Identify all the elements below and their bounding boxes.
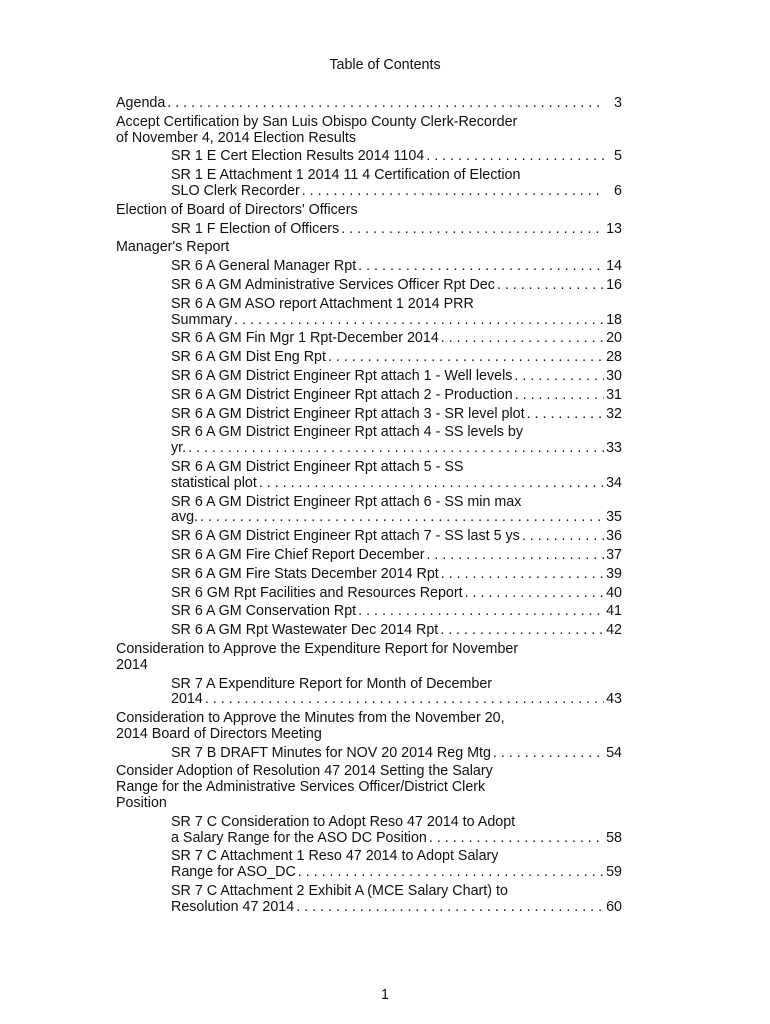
toc-item-entry[interactable] [171,495,622,527]
toc-entry-text: SLO Clerk Recorder [171,182,300,199]
toc-entry-text: Agenda [116,95,166,111]
toc-page-number: 34 [606,474,622,491]
toc-page-number: 43 [606,691,622,708]
toc-item-entry[interactable] [171,222,622,238]
toc-section-entry[interactable] [116,203,622,219]
toc-item-entry[interactable] [171,548,622,564]
toc-item-entry[interactable] [171,149,622,165]
toc-entry-text: SR 6 GM Rpt Facilities and Resources Report [171,584,463,601]
toc-item-entry[interactable] [171,604,622,620]
toc-entry-text: SR 6 A GM District Engineer Rpt attach 7 - SS last 5 ys [171,528,520,545]
toc-entry-text: SR 7 C Attachment 1 Reso 47 2014 to Adopt Salary [171,848,499,865]
toc-item-entry[interactable] [171,586,622,602]
dot-leader [328,350,604,366]
toc-page-number: 18 [606,311,622,328]
toc-page-number: 32 [606,405,622,422]
toc-entry-text: SR 6 A GM Conservation Rpt [171,603,357,620]
toc-item-entry[interactable] [171,331,622,347]
toc-item-entry[interactable] [171,849,622,881]
toc-page-number: 16 [606,276,622,293]
toc-item-entry[interactable] [171,407,622,423]
toc-page-number: 13 [606,220,622,237]
toc-page-number: 37 [606,546,622,563]
toc-entry-text: 2014 [171,691,203,708]
toc-entry-text: Manager's Report [116,239,230,256]
toc-page-number: 20 [606,330,622,347]
toc-page-number: 41 [606,603,622,620]
toc-entry-text: Range for the Administrative Services Officer/District Clerk [116,779,486,796]
dot-leader [441,331,604,347]
dot-leader [493,746,604,762]
dot-leader [426,548,604,564]
toc-section-entry[interactable] [116,764,622,811]
toc-entry-text: SR 1 E Cert Election Results 2014 1104 [171,148,425,165]
toc-item-entry[interactable] [171,350,622,366]
toc-entry-text: Consider Adoption of Resolution 47 2014 Setting the Salary [116,763,493,780]
dot-leader [205,692,604,708]
dot-leader [296,900,604,916]
toc-entry-text: a Salary Range for the ASO DC Position [171,829,427,846]
toc-entry-text: Accept Certification by San Luis Obispo County Clerk-Recorder [116,113,518,130]
dot-leader [497,278,604,294]
dot-leader [515,388,604,404]
toc-item-entry[interactable] [171,460,622,492]
dot-leader [234,313,604,329]
toc-entry-text: Consideration to Approve the Minutes from the November 20, [116,710,505,727]
dot-leader [429,831,604,847]
toc-section-entry[interactable] [116,115,622,147]
toc-item-entry[interactable] [171,623,622,639]
toc-entry-text: Consideration to Approve the Expenditure Report for November [116,640,519,657]
toc-entry-text: yr. [171,440,187,457]
toc-page-number: 30 [606,367,622,384]
toc-entry-text: SR 1 E Attachment 1 2014 11 4 Certification of Election [171,167,521,184]
toc-entry-text: Election of Board of Directors' Officers [116,201,358,218]
toc-entry-text: SR 7 C Attachment 2 Exhibit A (MCE Salary Chart) to [171,883,508,900]
dot-leader [465,586,604,602]
dot-leader [200,510,604,526]
toc-entry-text: Position [116,795,167,812]
toc-item-entry[interactable] [171,529,622,545]
toc-page-number: 54 [606,744,622,761]
toc-item-entry[interactable] [171,259,622,275]
toc-page-number: 3 [614,95,622,111]
toc-item-entry[interactable] [171,369,622,385]
toc-entry-text: SR 6 A GM District Engineer Rpt attach 3 - SR level plot [171,405,525,422]
page-title: Table of Contents [329,57,441,73]
toc-entry-text: SR 7 B DRAFT Minutes for NOV 20 2014 Reg Mtg [171,744,491,761]
toc-page-number: 35 [606,509,622,526]
toc-entry-text: avg. [171,509,199,526]
dot-leader [259,476,604,492]
toc-entry-text: SR 6 A GM Rpt Wastewater Dec 2014 Rpt [171,622,439,639]
toc-page-number: 33 [606,440,622,457]
toc-section-entry[interactable] [116,96,622,112]
toc-item-entry[interactable] [171,815,622,847]
dot-leader [358,604,604,620]
toc-entry-text: SR 6 A GM ASO report Attachment 1 2014 PRR [171,295,474,312]
dot-leader [514,369,604,385]
dot-leader [167,96,604,112]
toc-page-number: 6 [614,182,622,199]
toc-entry-text: of November 4, 2014 Election Results [116,129,356,146]
dot-leader [302,184,604,200]
toc-page-number: 5 [614,148,622,165]
toc-entry-text: SR 6 A GM Dist Eng Rpt [171,349,326,366]
toc-page-number: 31 [606,386,622,403]
toc-item-entry[interactable] [171,884,622,916]
toc-item-entry[interactable] [171,567,622,583]
toc-entry-text: Range for ASO_DC [171,864,296,881]
toc-entry-text: SR 6 A GM District Engineer Rpt attach 6 - SS min max [171,493,522,510]
toc-entry-text: SR 6 A GM Fire Stats December 2014 Rpt [171,565,439,582]
toc-item-entry[interactable] [171,388,622,404]
toc-item-entry[interactable] [171,746,622,762]
dot-leader [188,441,604,457]
toc-entry-text: SR 6 A GM District Engineer Rpt attach 4 - SS levels by [171,424,524,441]
toc-entry-text: Resolution 47 2014 [171,898,295,915]
toc-page-number: 59 [606,864,622,881]
toc-entry-text: SR 6 A GM Administrative Services Officer Rpt Dec [171,276,495,293]
toc-section-entry[interactable] [116,240,622,256]
toc-page-number: 58 [606,829,622,846]
toc-entry-text: SR 7 C Consideration to Adopt Reso 47 2014 to Adopt [171,813,516,830]
dot-leader [441,567,604,583]
dot-leader [426,149,604,165]
toc-entry-text: SR 1 F Election of Officers [171,220,340,237]
dot-leader [298,865,604,881]
toc-item-entry[interactable] [171,425,622,457]
toc-entry-text: Summary [171,311,233,328]
toc-entry-text: SR 7 A Expenditure Report for Month of December [171,675,493,692]
toc-page-number: 42 [606,622,622,639]
dot-leader [358,259,604,275]
dot-leader [522,529,604,545]
toc-entry-text: 2014 Board of Directors Meeting [116,725,322,742]
toc-section-entry[interactable] [116,711,622,743]
toc-item-entry[interactable] [171,297,622,329]
toc-entry-text: SR 6 A GM Fire Chief Report December [171,546,425,563]
page-number: 1 [381,987,389,1003]
toc-entry-text: SR 6 A GM District Engineer Rpt attach 1 - Well levels [171,367,513,384]
toc-entry-text: 2014 [116,656,148,673]
toc-page-number: 28 [606,349,622,366]
dot-leader [341,222,604,238]
toc-page-number: 60 [606,898,622,915]
toc-entry-text: statistical plot [171,474,257,491]
toc-page-number: 40 [606,584,622,601]
toc-entry-text: SR 6 A GM District Engineer Rpt attach 2 - Production [171,386,513,403]
toc-section-entry[interactable] [116,642,622,674]
toc-item-entry[interactable] [171,677,622,709]
toc-item-entry[interactable] [171,168,622,200]
dot-leader [440,623,604,639]
dot-leader [527,407,604,423]
toc-entry-text: SR 6 A GM Fin Mgr 1 Rpt-December 2014 [171,330,439,347]
toc-page-number: 39 [606,565,622,582]
toc-entry-text: SR 6 A GM District Engineer Rpt attach 5 - SS [171,458,464,475]
toc-entry-text: SR 6 A General Manager Rpt [171,258,357,275]
table-of-contents [116,96,622,919]
toc-page-number: 36 [606,528,622,545]
toc-item-entry[interactable] [171,278,622,294]
toc-page-number: 14 [606,258,622,275]
